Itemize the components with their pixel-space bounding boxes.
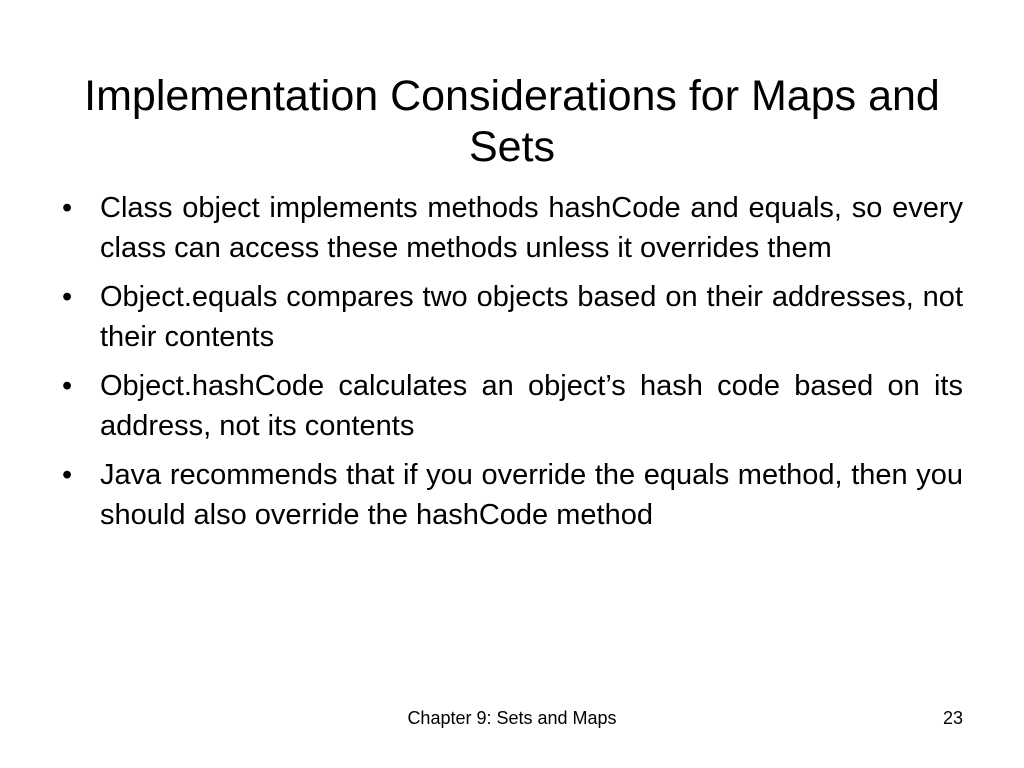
bullet-text: Object.hashCode calculates an object’s hash code based on its address, not its contents: [100, 370, 963, 442]
bullet-text: Class object implements methods hashCode and equals, so every class can access these methods unless it overrides them: [100, 192, 963, 264]
bullet-item: [62, 366, 963, 446]
slide-title: Implementation Considerations for Maps and Sets: [84, 71, 940, 171]
bullet-icon: •: [62, 281, 73, 313]
bullet-text: Java recommends that if you override the equals method, then you should also override the hashCode method: [100, 459, 963, 531]
bullet-icon: •: [62, 192, 73, 224]
bullet-item: [62, 455, 963, 535]
bullet-icon: •: [62, 370, 73, 402]
bullet-item: [62, 188, 963, 268]
slide-footer: Chapter 9: Sets and Maps: [407, 708, 617, 728]
bullet-icon: •: [62, 459, 73, 491]
bullet-text: Object.equals compares two objects based on their addresses, not their contents: [100, 281, 963, 353]
slide-number: 23: [942, 708, 963, 728]
bullet-list: [62, 188, 963, 544]
bullet-item: [62, 277, 963, 357]
